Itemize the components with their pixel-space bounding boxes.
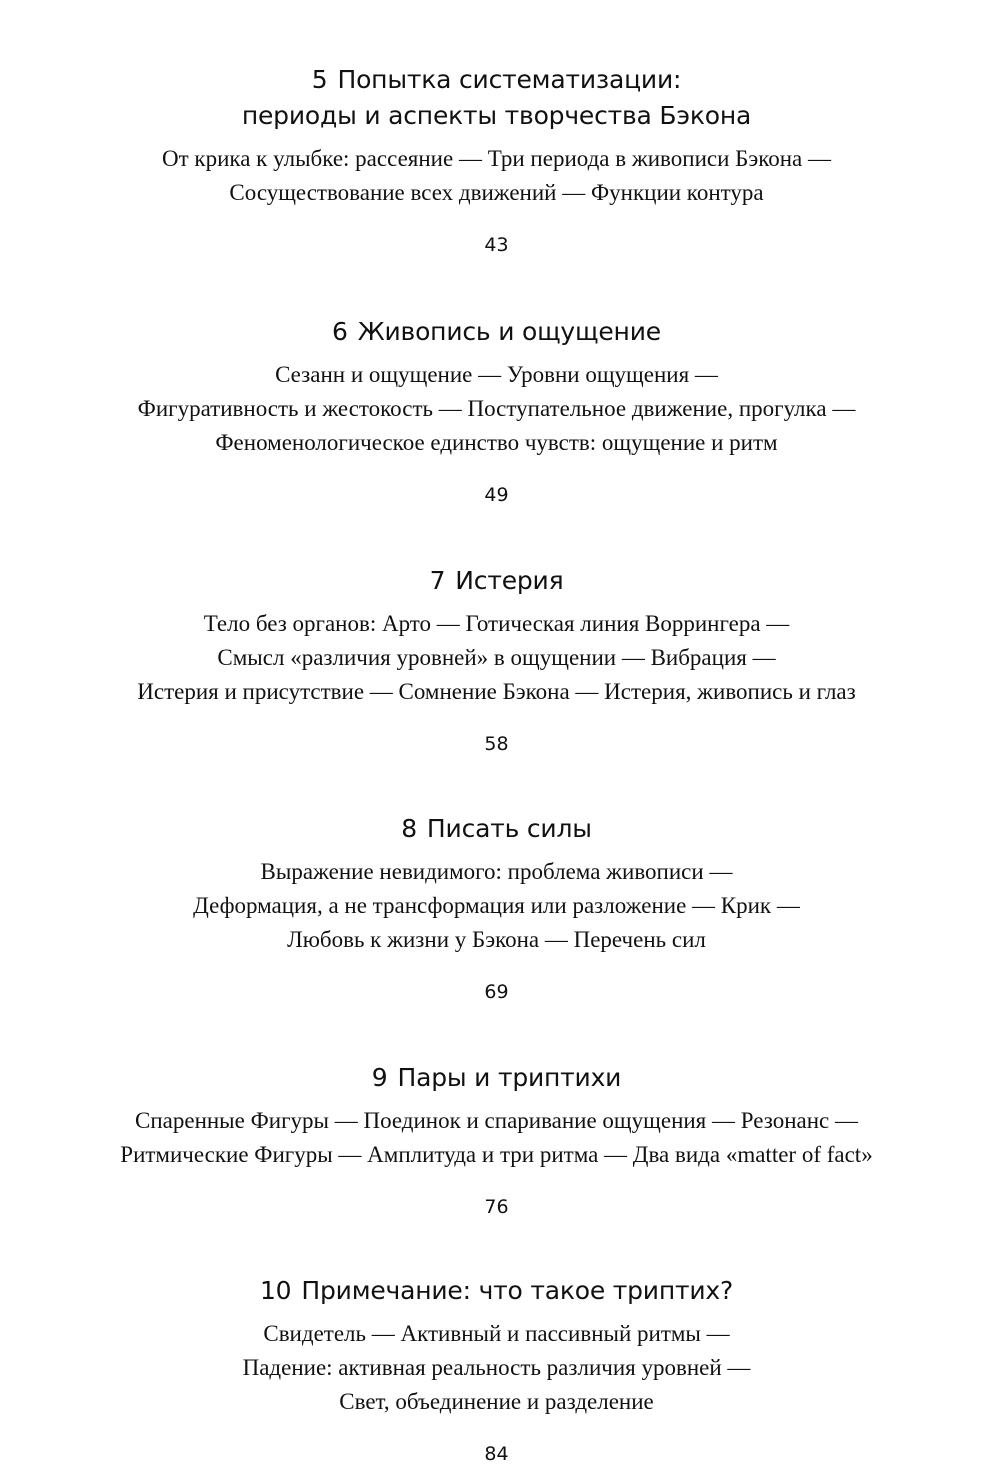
chapter-title-line: Попытка систематизации: xyxy=(337,65,682,94)
chapter-number: 6 xyxy=(332,317,348,346)
page-number: 43 xyxy=(484,234,509,256)
chapter-title xyxy=(0,1060,993,1096)
chapter-topics xyxy=(0,142,993,210)
chapter-title-line-2 xyxy=(0,98,993,134)
chapter-7 xyxy=(0,563,993,757)
chapter-8 xyxy=(0,811,993,1005)
chapter-topics xyxy=(0,358,993,460)
page-number: 49 xyxy=(484,484,509,506)
chapter-title xyxy=(0,314,993,350)
page-number: 76 xyxy=(484,1196,509,1218)
topic-line: Спаренные Фигуры — Поединок и спаривание ощущения — Резонанс — xyxy=(135,1108,858,1133)
topic-line: Сосуществование всех движений — Функции контура xyxy=(229,180,764,205)
chapter-title xyxy=(0,811,993,847)
chapter-10 xyxy=(0,1273,993,1467)
chapter-topics xyxy=(0,1317,993,1419)
topic-line: Падение: активная реальность различия уровней — xyxy=(242,1355,751,1380)
chapter-5 xyxy=(0,62,993,258)
chapter-title-line: Писать силы xyxy=(426,814,592,843)
page-number: 84 xyxy=(484,1443,509,1465)
chapter-title-line: Живопись и ощущение xyxy=(357,317,661,346)
chapter-6 xyxy=(0,314,993,508)
topic-line: Свидетель — Активный и пассивный ритмы — xyxy=(263,1321,730,1346)
topic-line: Ритмические Фигуры — Амплитуда и три ритма — Два вида «matter of fact» xyxy=(120,1142,873,1167)
topic-line: Тело без органов: Арто — Готическая линия Воррингера — xyxy=(203,611,790,636)
chapter-number: 5 xyxy=(311,65,328,94)
topic-line: Фигуративность и жестокость — Поступательное движение, прогулка — xyxy=(137,396,856,421)
chapter-number: 7 xyxy=(429,566,446,595)
chapter-title xyxy=(0,563,993,599)
topic-line: Феноменологическое единство чувств: ощущение и ритм xyxy=(215,430,778,455)
topic-line: Сезанн и ощущение — Уровни ощущения — xyxy=(275,362,718,387)
topic-line: Любовь к жизни у Бэкона — Перечень сил xyxy=(287,927,706,952)
chapter-topics xyxy=(0,855,993,957)
topic-line: Свет, объединение и разделение xyxy=(339,1389,654,1414)
chapter-title-line: Примечание: что такое триптих? xyxy=(301,1276,734,1305)
chapter-number: 10 xyxy=(259,1276,292,1305)
page-number: 58 xyxy=(484,733,509,755)
topic-line: Истерия и присутствие — Сомнение Бэкона — Истерия, живопись и глаз xyxy=(137,679,856,704)
chapter-title-line: периоды и аспекты творчества Бэкона xyxy=(241,101,752,130)
topic-line: От крика к улыбке: рассеяние — Три периода в живописи Бэкона — xyxy=(162,146,831,171)
topic-line: Смысл «различия уровней» в ощущении — Вибрация — xyxy=(217,645,776,670)
page-number: 69 xyxy=(484,981,509,1003)
chapter-title-line: Истерия xyxy=(455,566,564,595)
chapter-title xyxy=(0,62,993,98)
topic-line: Деформация, а не трансформация или разложение — Крик — xyxy=(193,893,800,918)
chapter-title xyxy=(0,1273,993,1309)
chapter-number: 8 xyxy=(401,814,417,843)
chapter-topics xyxy=(0,1104,993,1172)
chapter-topics xyxy=(0,607,993,709)
chapter-number: 9 xyxy=(371,1063,388,1092)
topic-line: Выражение невидимого: проблема живописи — xyxy=(260,859,733,884)
chapter-title-line: Пары и триптихи xyxy=(397,1063,622,1092)
chapter-9 xyxy=(0,1060,993,1220)
